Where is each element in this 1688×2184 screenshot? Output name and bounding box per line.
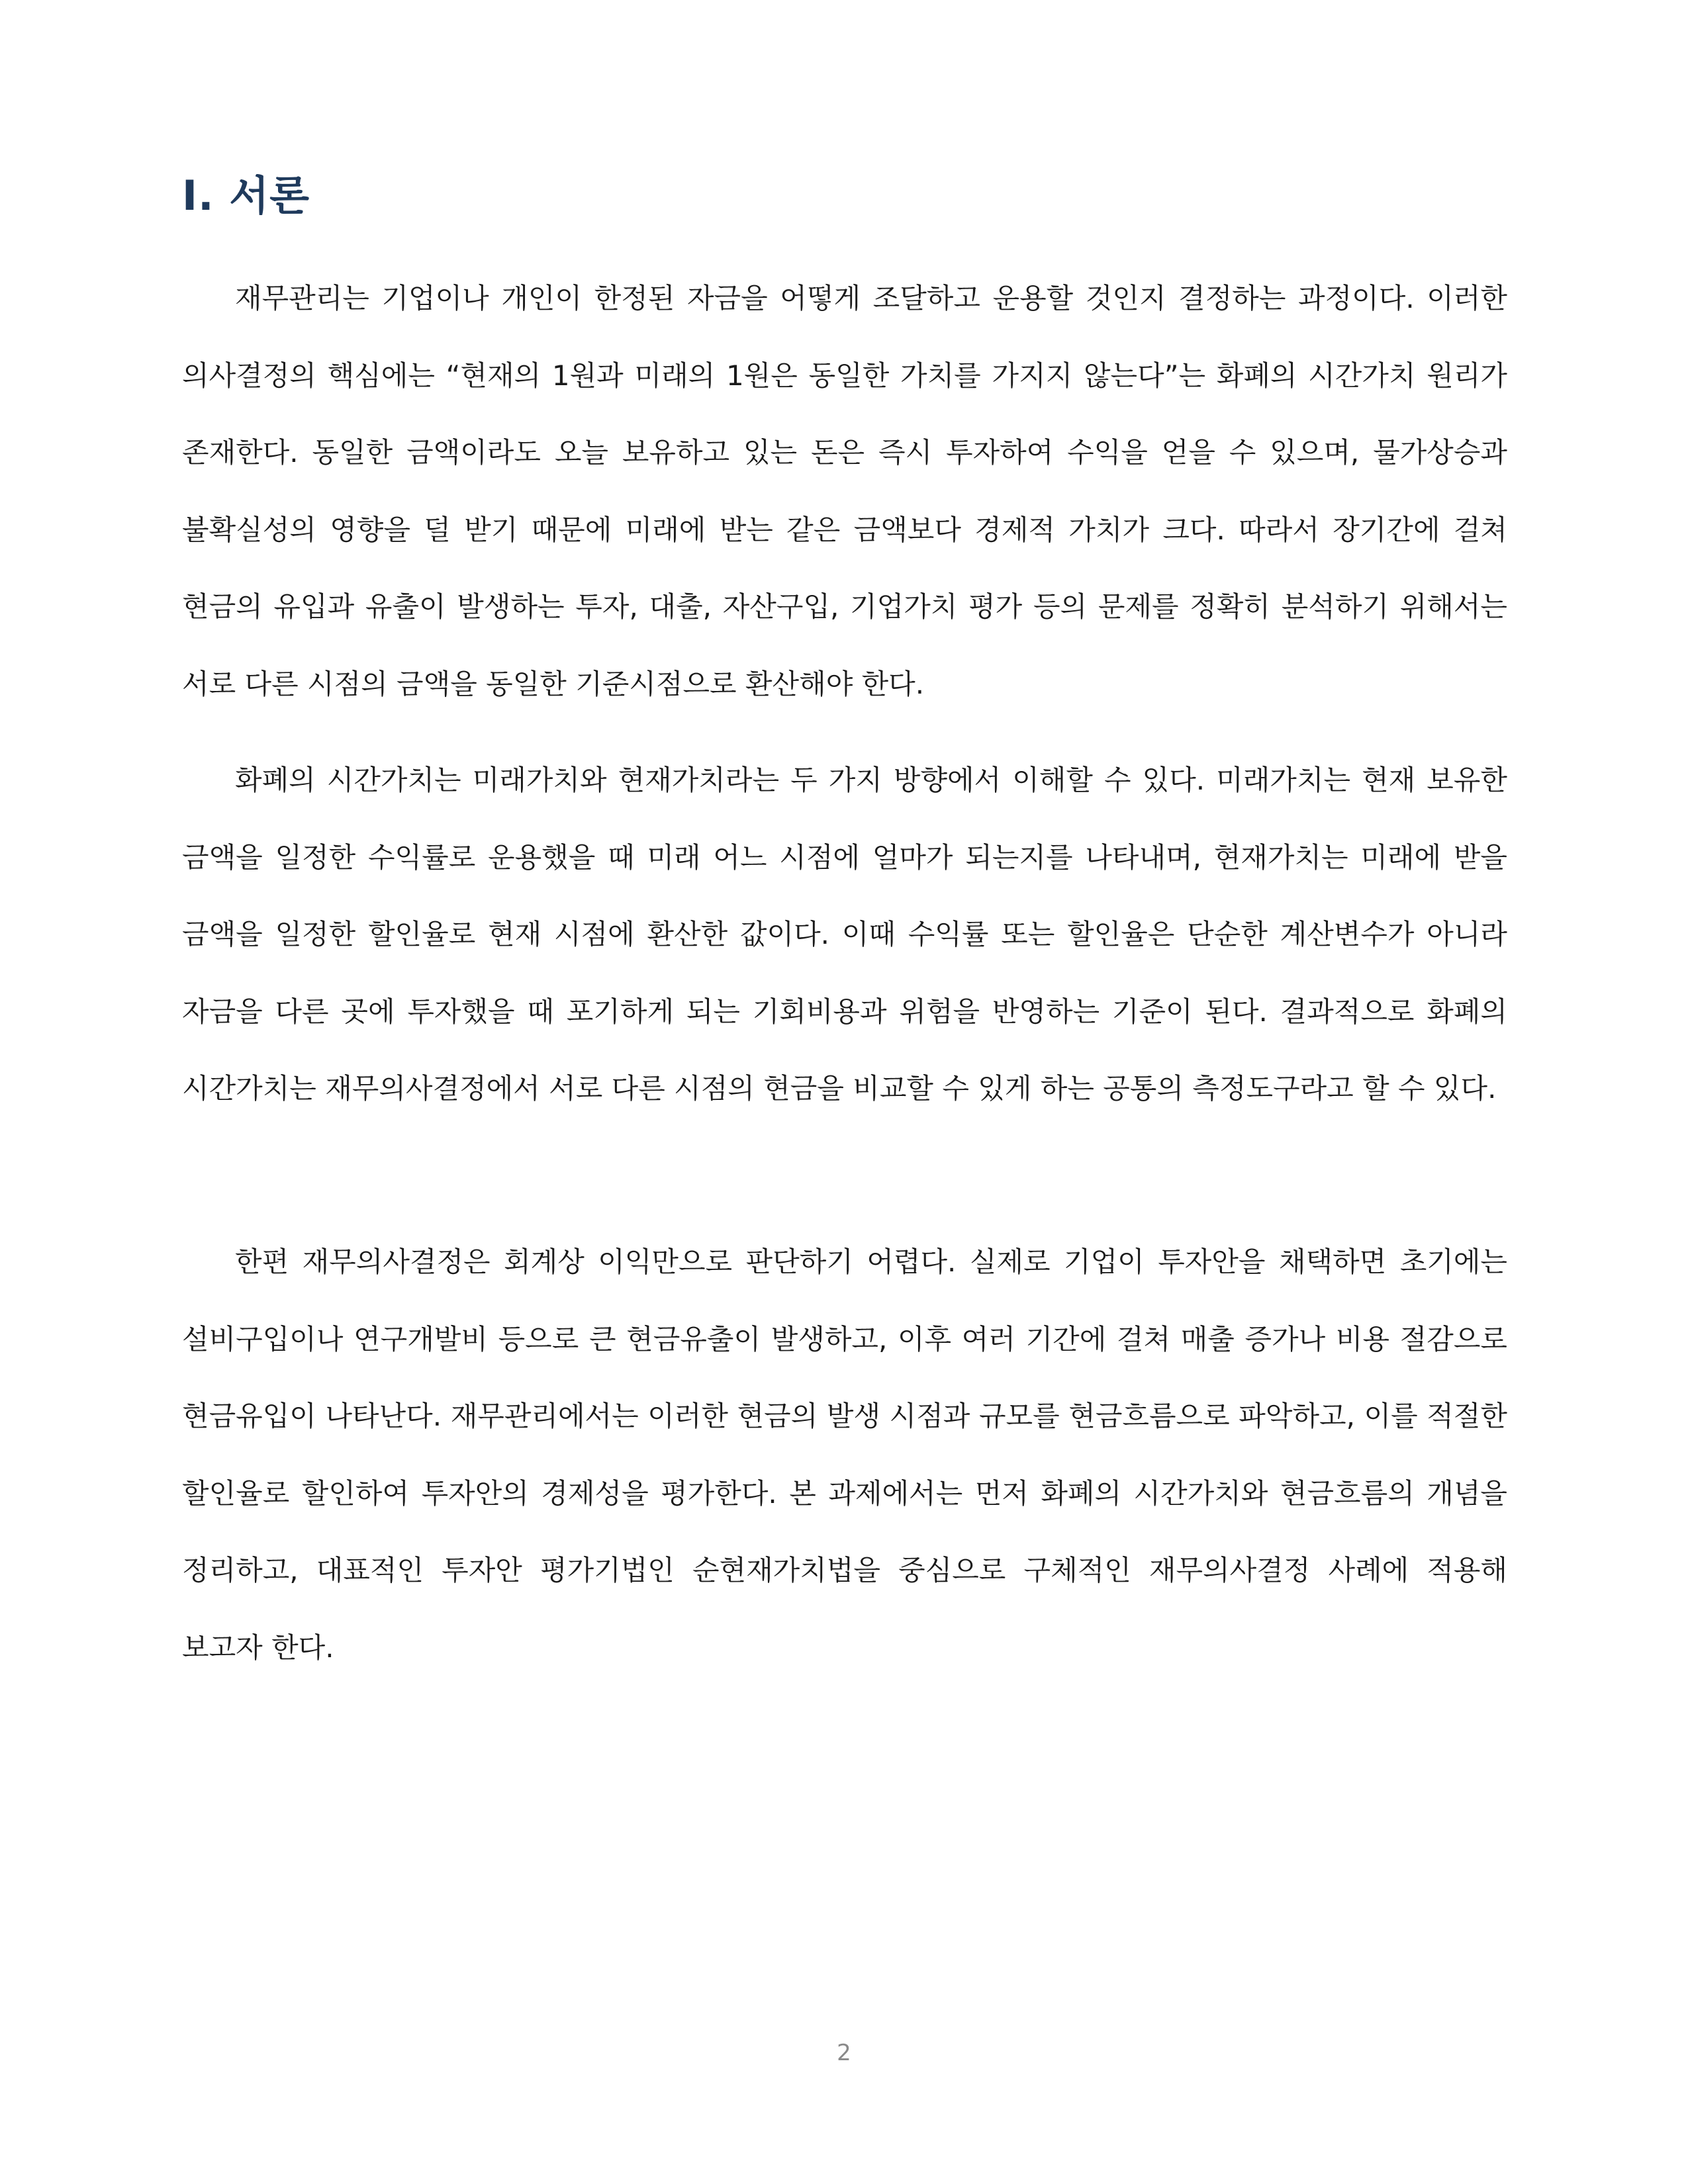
body-paragraph-3: 한편 재무의사결정은 회계상 이익만으로 판단하기 어렵다. 실제로 기업이 투자안을 채택하면 초기에는 설비구입이나 연구개발비 등으로 큰 현금유출이 발생하고, 이후 여러 기간에 걸쳐 매출 증가나 비용 절감으로 현금유입이 나타난다. 재무관리에서는 이러한 현금의 발생 시점과 규모를 현금흐름으로 파악하고, 이를 적절한 할인율로 할인하여 투자안의 경제성을 평가한다. 본 과제에서는 먼저 화폐의 시간가치와 현금흐름의 개념을 정리하고, 대표적인 투자안 평가기법인 순현재가치법을 중심으로 구체적인 재무의사결정 사례에 적용해 보고자 한다. <box>182 1246 1507 1664</box>
page-number: 2 <box>837 2040 851 2066</box>
body-paragraph-2: 화폐의 시간가치는 미래가치와 현재가치라는 두 가지 방향에서 이해할 수 있다. 미래가치는 현재 보유한 금액을 일정한 수익률로 운용했을 때 미래 어느 시점에 얼마가 되는지를 나타내며, 현재가치는 미래에 받을 금액을 일정한 할인율로 현재 시점에 환산한 값이다. 이때 수익률 또는 할인율은 단순한 계산변수가 아니라 자금을 다른 곳에 투자했을 때 포기하게 되는 기회비용과 위험을 반영하는 기준이 된다. 결과적으로 화폐의 시간가치는 재무의사결정에서 서로 다른 시점의 현금을 비교할 수 있게 하는 공통의 측정도구라고 할 수 있다. <box>182 764 1507 1105</box>
section-heading: Ⅰ. 서론 <box>182 171 310 220</box>
body-paragraph-1: 재무관리는 기업이나 개인이 한정된 자금을 어떻게 조달하고 운용할 것인지 결정하는 과정이다. 이러한 의사결정의 핵심에는 “현재의 1원과 미래의 1원은 동일한 가치를 가지지 않는다”는 화폐의 시간가치 원리가 존재한다. 동일한 금액이라도 오늘 보유하고 있는 돈은 즉시 투자하여 수익을 얻을 수 있으며, 물가상승과 불확실성의 영향을 덜 받기 때문에 미래에 받는 같은 금액보다 경제적 가치가 크다. 따라서 장기간에 걸쳐 현금의 유입과 유출이 발생하는 투자, 대출, 자산구입, 기업가치 평가 등의 문제를 정확히 분석하기 위해서는 서로 다른 시점의 금액을 동일한 기준시점으로 환산해야 한다. <box>182 282 1507 700</box>
